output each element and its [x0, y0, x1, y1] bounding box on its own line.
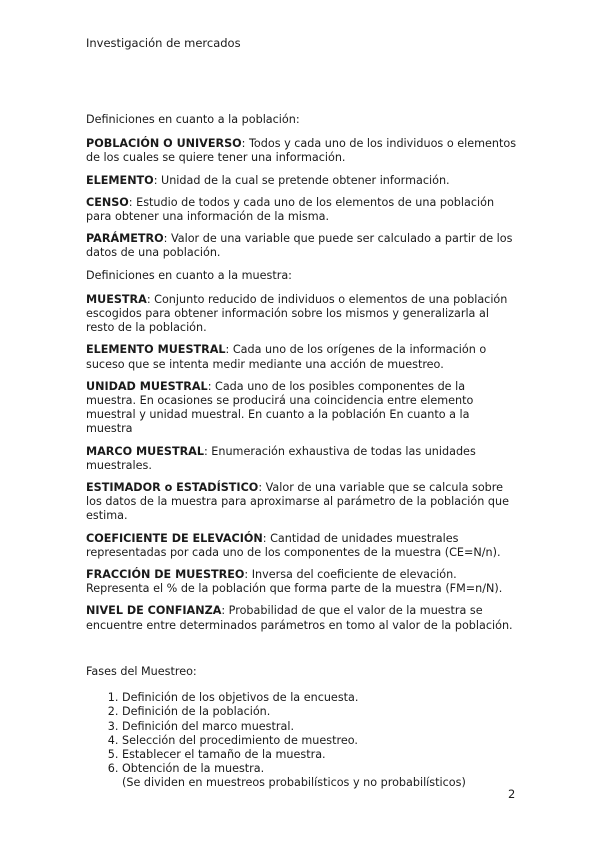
definition-term: PARÁMETRO	[86, 232, 164, 246]
definition-marco-muestral	[86, 445, 518, 473]
definition-term: UNIDAD MUESTRAL	[86, 379, 208, 393]
definition-text: : Todos y cada uno de los individuos o elementos de los cuales se quiere tener una información.	[86, 137, 517, 165]
list-item: 3. Definición del marco muestral.	[122, 720, 518, 734]
muestra-intro: Definiciones en cuanto a la muestra:	[86, 268, 292, 282]
fases-note: (Se dividen en muestreos probabilísticos y no probabilísticos)	[122, 776, 466, 790]
definition-nivel-confianza	[86, 604, 518, 632]
definition-term: COEFICIENTE DE ELEVACIÓN	[86, 531, 263, 545]
definition-text: : Cantidad de unidades muestrales representadas por cada uno de los componentes de la muestra (CE=N/n).	[86, 531, 501, 559]
definition-parametro	[86, 232, 518, 260]
definition-text: : Conjunto reducido de individuos o elementos de una población escogidos para obtener información sobre los mismos y generalizarla al resto de la población.	[86, 292, 508, 335]
definition-text: : Enumeración exhaustiva de todas las unidades muestrales.	[86, 444, 476, 472]
list-item: 2. Definición de la población.	[122, 705, 518, 719]
definition-text: : Probabilidad de que el valor de la muestra se encuentre entre determinados parámetros en tomo al valor de la población.	[86, 604, 513, 632]
definition-text: : Cada uno de los orígenes de la información o suceso que se intenta medir mediante una acción de muestreo.	[86, 343, 487, 371]
list-item: 5. Establecer el tamaño de la muestra.	[122, 748, 518, 762]
definition-term: CENSO	[86, 195, 129, 209]
definition-unidad-muestral	[86, 380, 518, 437]
definition-text: : Valor de una variable que puede ser calculado a partir de los datos de una población.	[86, 232, 513, 260]
definition-text: : Unidad de la cual se pretende obtener información.	[153, 173, 450, 187]
definition-text: : Valor de una variable que se calcula sobre los datos de la muestra para aproximarse al parámetro de la población que estima.	[86, 481, 509, 523]
definition-term: POBLACIÓN O UNIVERSO	[86, 137, 242, 151]
definition-text: : Estudio de todos y cada uno de los elementos de una población para obtener una información de la misma.	[86, 195, 495, 224]
definition-coeficiente-elevacion	[86, 532, 518, 560]
list-item: 4. Selección del procedimiento de muestreo.	[122, 734, 518, 748]
definition-term: MUESTRA	[86, 292, 147, 306]
fases-title: Fases del Muestreo:	[86, 664, 197, 678]
definition-fraccion-muestreo	[86, 568, 518, 596]
list-item: 1. Definición de los objetivos de la encuesta.	[122, 691, 518, 705]
definition-term: NIVEL DE CONFIANZA	[86, 604, 222, 618]
definition-text: : Inversa del coeficiente de elevación. Representa el % de la población que forma parte de la muestra (FM=n/N).	[86, 568, 503, 596]
definition-text: : Cada uno de los posibles componentes de la muestra. En ocasiones se producirá una coincidencia entre elemento muestral y unidad muestral. En cuanto a la población En cuanto a la muestra	[86, 379, 474, 436]
definition-term: ELEMENTO	[86, 173, 154, 187]
list-item	[122, 762, 518, 790]
poblacion-intro: Definiciones en cuanto a la población:	[86, 113, 300, 126]
page-header: Investigación de mercados	[86, 36, 241, 50]
definition-poblacion-universo	[86, 137, 518, 165]
document-body	[86, 113, 518, 791]
page-number: 2	[508, 787, 516, 801]
definition-censo	[86, 196, 518, 224]
definition-term: ELEMENTO MUESTRAL	[86, 343, 226, 357]
definition-elemento	[86, 174, 518, 188]
definition-muestra	[86, 293, 518, 336]
definition-elemento-muestral	[86, 343, 518, 371]
definition-estimador	[86, 481, 518, 524]
list-item-text: Obtención de la muestra.	[122, 762, 265, 776]
definition-term: MARCO MUESTRAL	[86, 444, 204, 458]
definition-term: ESTIMADOR o ESTADÍSTICO	[86, 481, 259, 495]
fases-list	[86, 691, 518, 790]
definition-term: FRACCIÓN DE MUESTREO	[86, 568, 245, 582]
